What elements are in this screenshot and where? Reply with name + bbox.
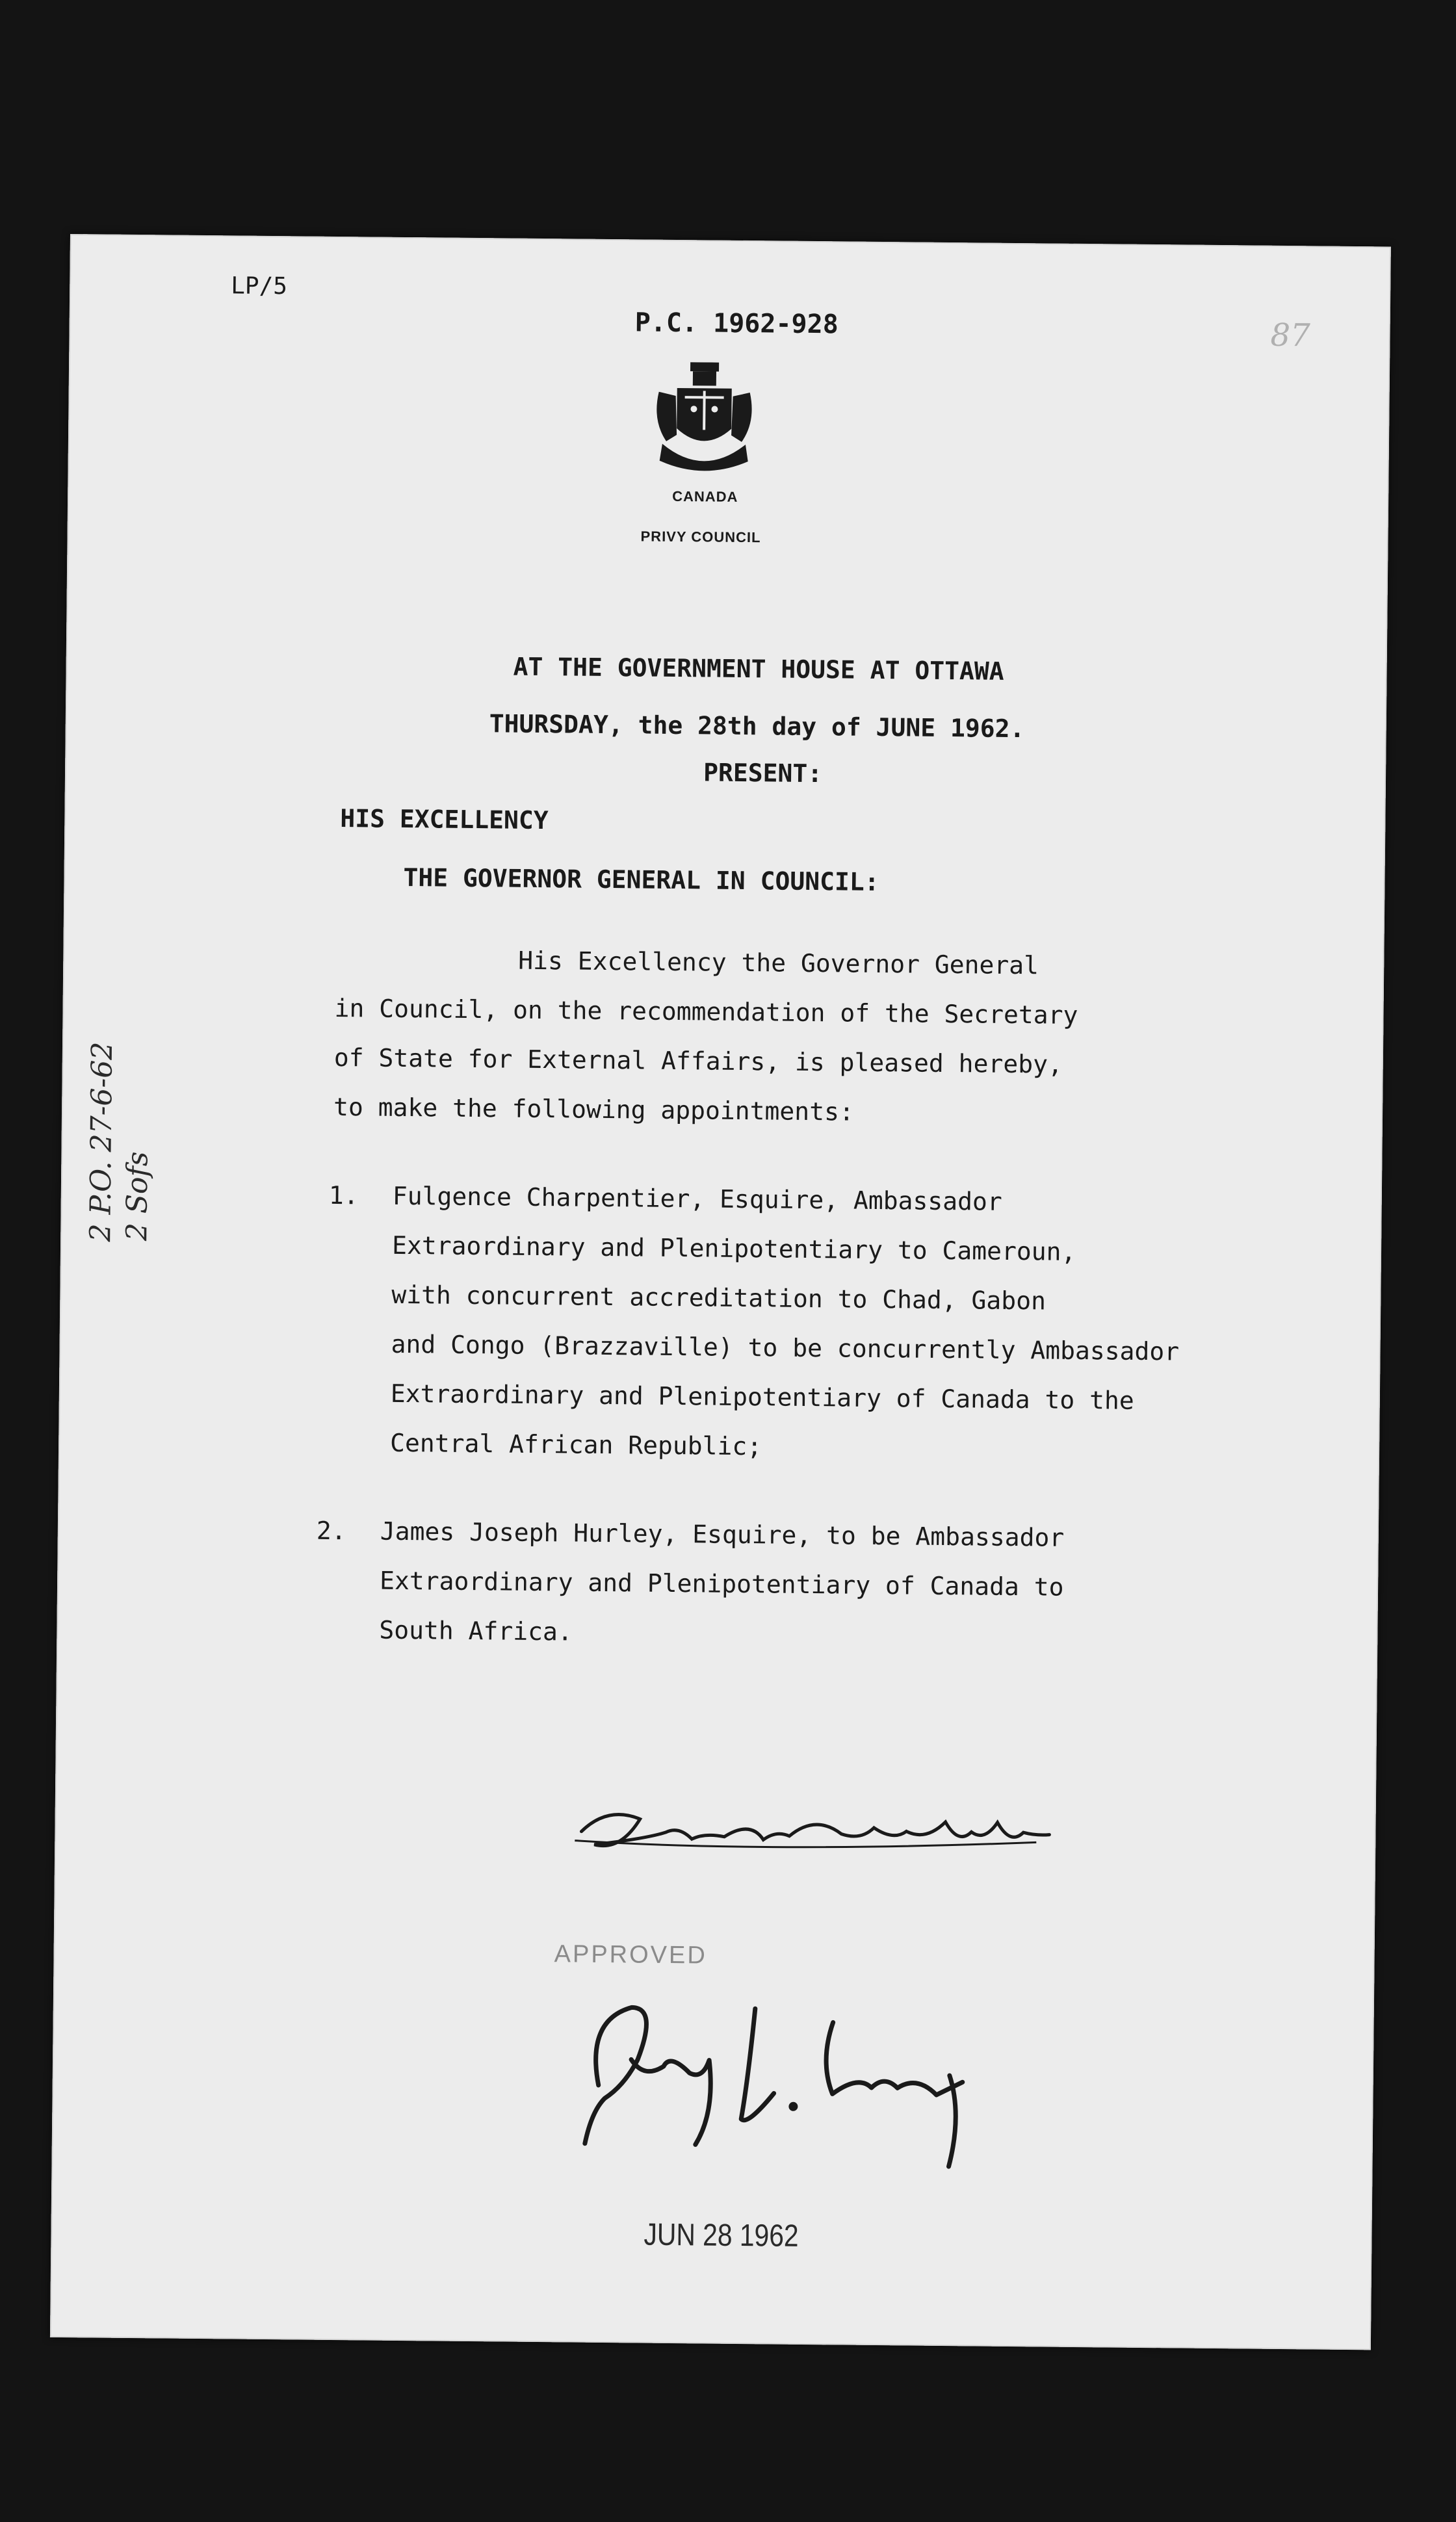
appointment-2-number: 2.: [316, 1516, 346, 1546]
date-stamp: JUN 28 1962: [644, 2217, 799, 2254]
crest-country: CANADA: [672, 488, 738, 505]
body-line-3: of State for External Affairs, is pleased hereby,: [333, 1043, 1063, 1079]
file-reference: LP/5: [231, 272, 288, 300]
appointment-1-number: 1.: [328, 1180, 359, 1210]
signature-governor-general-drawing: [558, 1981, 1015, 2193]
appointment-1-line-6: Central African Republic;: [389, 1428, 762, 1461]
appointment-1-line-5: Extraordinary and Plenipotentiary of Canada to the: [390, 1379, 1134, 1415]
body-line-2: in Council, on the recommendation of the Secretary: [334, 993, 1078, 1030]
coat-of-arms-icon: [651, 362, 757, 480]
appointment-1-line-1: Fulgence Charpentier, Esquire, Ambassador: [392, 1181, 1002, 1216]
place-heading: AT THE GOVERNMENT HOUSE AT OTTAWA: [513, 652, 1004, 686]
appointment-1-line-3: with concurrent accreditation to Chad, Gabon: [391, 1280, 1046, 1316]
margin-note-line-1: 2 P.O. 27-6-62: [84, 1041, 120, 1242]
document-page: [50, 234, 1391, 2350]
crest-body: PRIVY COUNCIL: [640, 528, 761, 546]
approved-stamp: APPROVED: [554, 1940, 707, 1970]
body-line-1: His Excellency the Governor General: [518, 946, 1039, 980]
appointment-1-line-2: Extraordinary and Plenipotentiary to Cameroun,: [391, 1230, 1076, 1266]
appointment-2-line-3: South Africa.: [379, 1615, 573, 1646]
appointment-1-line-4: and Congo (Brazzaville) to be concurrently Ambassador: [391, 1329, 1180, 1366]
body-line-4: to make the following appointments:: [333, 1092, 855, 1126]
appointment-2-line-2: Extraordinary and Plenipotentiary of Canada to: [379, 1566, 1064, 1602]
excellency-heading: HIS EXCELLENCY: [340, 804, 549, 835]
signature-governor-general: [558, 1981, 1015, 2193]
present-heading: PRESENT:: [703, 758, 823, 788]
page-number: 87: [1270, 317, 1310, 354]
signature-minister: [568, 1792, 1063, 1875]
margin-note-line-2: 2 Sofs: [120, 1151, 155, 1242]
appointment-2-line-1: James Joseph Hurley, Esquire, to be Ambassador: [380, 1516, 1065, 1552]
signature-minister-drawing: [568, 1792, 1063, 1875]
council-heading: THE GOVERNOR GENERAL IN COUNCIL:: [403, 863, 879, 896]
order-number: P.C. 1962-928: [634, 307, 839, 340]
date-heading: THURSDAY, the 28th day of JUNE 1962.: [489, 709, 1025, 744]
